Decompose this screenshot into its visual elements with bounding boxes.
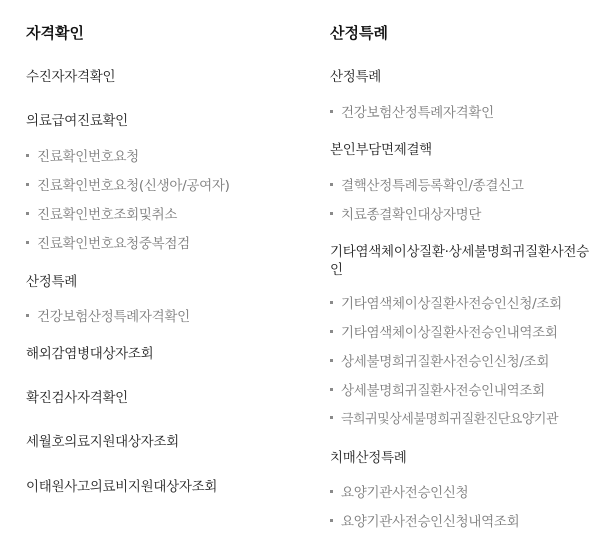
menu-section-heading: 산정특례 xyxy=(26,274,77,290)
menu-section-heading: 치매산정특례 xyxy=(330,450,407,466)
menu-section-heading: 기타염색체이상질환·상세불명희귀질환사전승인 xyxy=(330,244,589,278)
submenu-link[interactable]: 상세불명희귀질환사전승인신청/조회 xyxy=(330,350,549,370)
menu-section-heading: 본인부담면제결핵 xyxy=(330,142,432,158)
submenu-link[interactable]: 요양기관사전승인신청 xyxy=(330,481,468,501)
submenu-link[interactable]: 진료확인번호요청중복점검 xyxy=(26,232,190,252)
bullet-icon xyxy=(330,212,333,215)
submenu-link[interactable]: 상세불명희귀질환사전승인내역조회 xyxy=(330,379,545,399)
bullet-icon xyxy=(26,183,29,186)
bullet-icon xyxy=(330,110,333,113)
submenu-link[interactable]: 치료종결확인대상자명단 xyxy=(330,203,481,223)
bullet-icon xyxy=(26,314,29,317)
submenu-link[interactable]: 건강보험산정특례자격확인 xyxy=(330,101,494,121)
bullet-icon xyxy=(330,183,333,186)
bullet-icon xyxy=(330,388,333,391)
submenu-link[interactable]: 진료확인번호조회및취소 xyxy=(26,203,177,223)
bullet-icon xyxy=(330,416,333,419)
submenu-link[interactable]: 기타염색체이상질환사전승인신청/조회 xyxy=(330,292,562,312)
menu-section-link[interactable]: 해외감염병대상자조회 xyxy=(26,346,154,362)
submenu-link[interactable]: 진료확인번호요청(신생아/공여자) xyxy=(26,174,230,194)
menu-section-link[interactable]: 확진검사자격확인 xyxy=(26,390,128,406)
left-column-title: 자격확인 xyxy=(26,24,84,42)
submenu-link[interactable]: 극희귀및상세불명희귀질환진단요양기관 xyxy=(330,408,558,427)
menu-section-heading: 의료급여진료확인 xyxy=(26,113,128,129)
bullet-icon xyxy=(330,301,333,304)
submenu-link[interactable]: 결핵산정특례등록확인/종결신고 xyxy=(330,174,524,194)
bullet-icon xyxy=(330,330,333,333)
submenu-link[interactable]: 기타염색체이상질환사전승인내역조회 xyxy=(330,321,558,341)
bullet-icon xyxy=(330,359,333,362)
menu-section-heading: 산정특례 xyxy=(330,69,381,85)
menu-section-link[interactable]: 이태원사고의료비지원대상자조회 xyxy=(26,479,218,495)
bullet-icon xyxy=(330,519,333,522)
bullet-icon xyxy=(330,490,333,493)
bullet-icon xyxy=(26,212,29,215)
right-column-title: 산정특례 xyxy=(330,24,388,42)
menu-section-link[interactable]: 세월호의료지원대상자조회 xyxy=(26,434,179,450)
submenu-link[interactable]: 요양기관사전승인신청내역조회 xyxy=(330,510,519,530)
bullet-icon xyxy=(26,154,29,157)
submenu-link[interactable]: 건강보험산정특례자격확인 xyxy=(26,305,190,325)
submenu-link[interactable]: 진료확인번호요청 xyxy=(26,145,139,165)
menu-section-link[interactable]: 수진자자격확인 xyxy=(26,69,116,85)
bullet-icon xyxy=(26,241,29,244)
